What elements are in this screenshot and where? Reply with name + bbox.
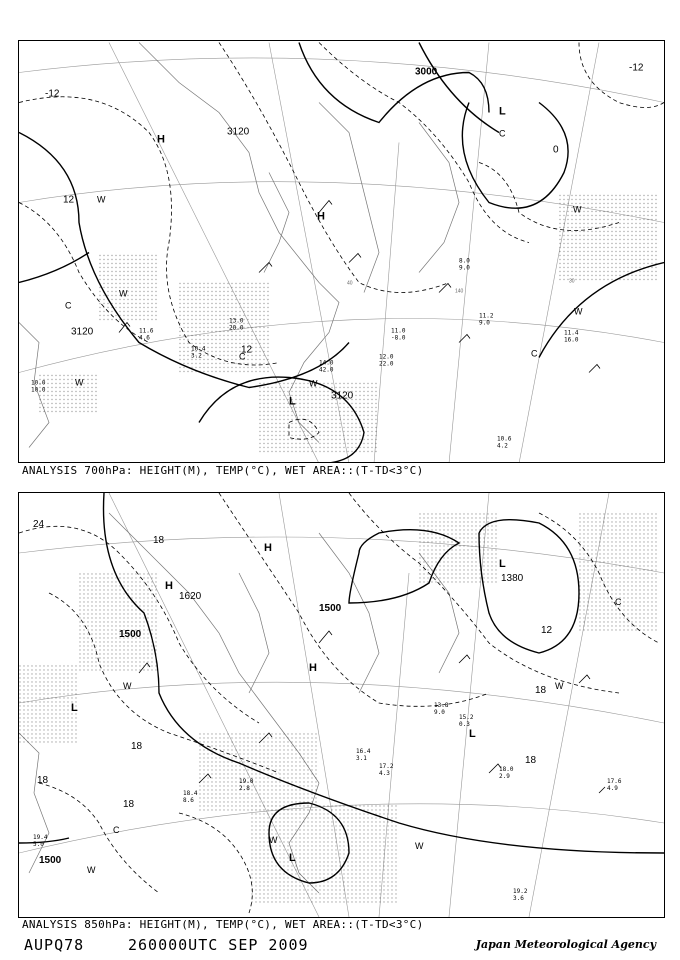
temperature-label: 12 [541, 625, 553, 636]
station-obs-value: 19.4 5.0 [33, 834, 48, 848]
temperature-label: 18 [153, 535, 165, 546]
height-label: 1500 [39, 855, 62, 866]
station-obs-value: 11.2 9.0 [479, 312, 494, 327]
station-obs-value: 19.0 2.8 [239, 778, 254, 792]
grid-label: 30 [569, 278, 575, 285]
station-obs-value: 12.0 22.0 [379, 353, 394, 368]
panel-caption-700hpa: ANALYSIS 700hPa: HEIGHT(M), TEMP(°C), WET AREA::(T-TD<3°C) [22, 464, 424, 477]
height-label: 1500 [119, 629, 142, 640]
temperature-label: 18 [525, 755, 537, 766]
cold-center: C [239, 351, 246, 362]
grid-labels [347, 279, 575, 295]
warm-center: W [555, 681, 564, 691]
panel-caption-850hpa: ANALYSIS 850hPa: HEIGHT(M), TEMP(°C), WET AREA::(T-TD<3°C) [22, 918, 424, 931]
low-pressure-center: L [469, 728, 476, 740]
temperature-label: 18 [37, 775, 49, 786]
high-pressure-center: H [309, 662, 317, 674]
map-700hpa-canvas [19, 41, 664, 463]
station-obs-value: 10.4 3.2 [191, 345, 206, 360]
temperature-label: 18 [535, 685, 547, 696]
agency-credit: Japan Meteorological Agency [475, 938, 656, 951]
station-obs-value: 10.0 10.0 [31, 379, 46, 394]
low-pressure-center: L [71, 702, 78, 714]
station-obs-value: 10.6 4.2 [497, 435, 512, 450]
warm-center: W [415, 841, 424, 851]
warm-center: W [309, 378, 318, 389]
wet-area-stipple [39, 193, 659, 453]
warm-center: W [97, 194, 106, 205]
warm-center: W [123, 681, 132, 691]
low-pressure-center: L [289, 852, 296, 864]
station-obs-value: 11.6 4.6 [139, 327, 154, 342]
temperature-label: 12 [241, 344, 253, 356]
low-pressure-center: L [499, 558, 506, 570]
grid-label: 40 [347, 280, 353, 287]
warm-center: W [87, 865, 96, 875]
warm-center: W [119, 288, 128, 299]
low-pressure-center: L [499, 105, 506, 118]
low-pressure-center: L [289, 395, 296, 408]
temperature-label: 18 [123, 799, 135, 810]
warm-center: W [269, 835, 278, 845]
station-obs-value: 13.0 20.0 [229, 317, 244, 332]
map-850hpa [18, 492, 665, 918]
temperature-label: 12 [63, 194, 75, 206]
station-obs-value: 15.2 0.3 [459, 714, 474, 728]
station-obs-value: 11.0 -8.0 [391, 327, 406, 342]
cold-center: C [113, 825, 120, 835]
high-pressure-center: H [317, 210, 325, 223]
height-label: 3000 [415, 66, 438, 78]
cold-center: C [531, 348, 538, 359]
cold-center: C [65, 300, 72, 311]
height-label: 1500 [319, 603, 342, 614]
temperature-label: -12 [629, 62, 644, 74]
station-obs-value: 11.4 16.0 [564, 329, 579, 344]
high-pressure-center: H [165, 580, 173, 592]
station-obs-value: 14.0 42.0 [319, 359, 334, 374]
station-obs-value: 17.2 4.3 [379, 763, 394, 777]
station-obs-value: 17.6 4.9 [607, 778, 622, 792]
warm-center: W [573, 204, 582, 215]
grid-label: 140 [455, 288, 464, 295]
map-700hpa [18, 40, 665, 463]
chart-code: AUPQ78 [24, 936, 85, 954]
station-obs-value: 8.0 9.0 [459, 257, 470, 272]
station-obs-value: 18.4 8.6 [183, 790, 198, 804]
warm-center: W [574, 306, 583, 317]
station-obs-value: 16.4 3.1 [356, 748, 371, 762]
high-pressure-center: H [157, 133, 165, 146]
station-obs-value: 13.8 9.0 [434, 702, 449, 716]
valid-time: 260000UTC SEP 2009 [128, 936, 309, 954]
height-label: 1380 [501, 573, 524, 584]
cold-center: C [615, 597, 622, 607]
height-label: 3120 [331, 390, 354, 402]
height-label: 3120 [71, 326, 94, 338]
temperature-label: -12 [45, 88, 60, 100]
station-obs-value: 19.2 3.6 [513, 888, 528, 902]
temperature-label: 0 [553, 144, 559, 156]
cold-center: C [499, 128, 506, 139]
height-label: 3120 [227, 126, 250, 138]
temperature-label: 18 [131, 741, 143, 752]
warm-center: W [75, 377, 84, 388]
temperature-label: 24 [33, 519, 45, 530]
station-obs-value: 18.0 2.9 [499, 766, 514, 780]
map-850hpa-canvas [19, 493, 664, 917]
high-pressure-center: H [264, 542, 272, 554]
height-label: 1620 [179, 591, 202, 602]
